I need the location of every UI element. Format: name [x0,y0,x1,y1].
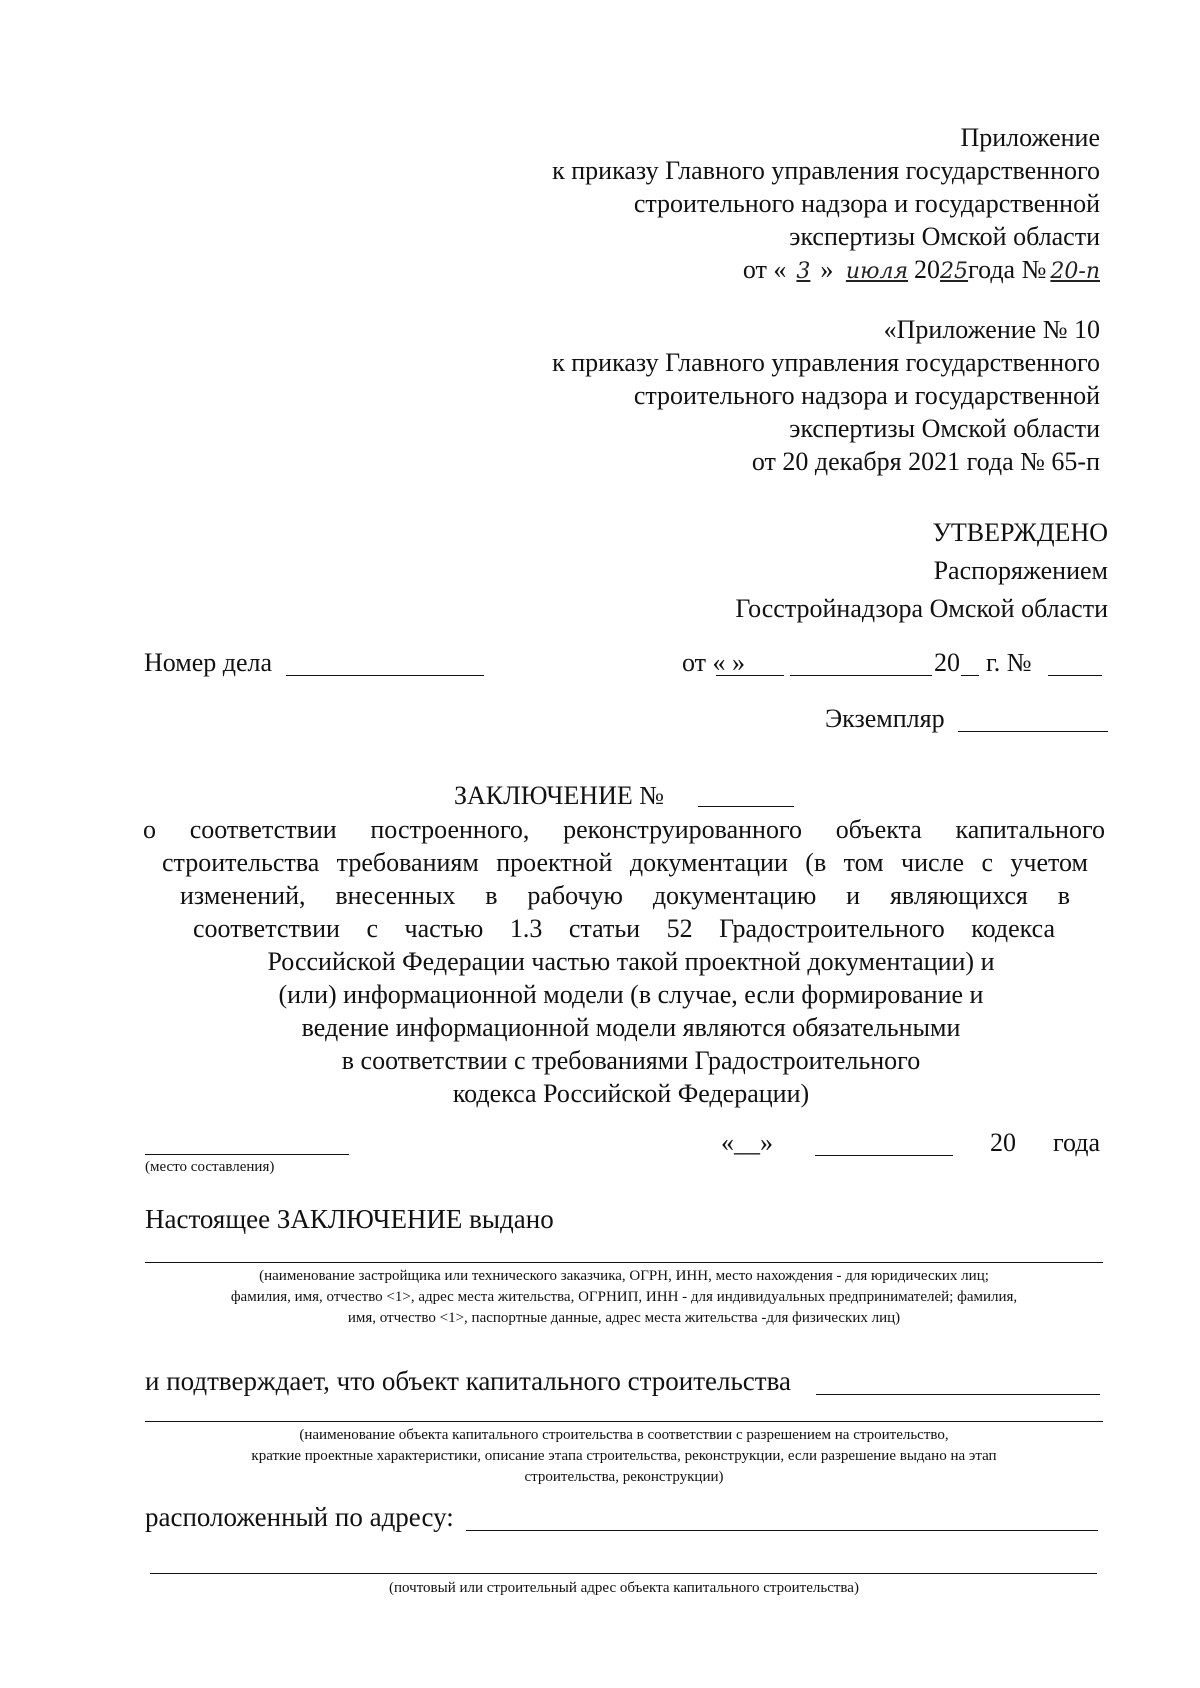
conclusion-subject-5 [226,945,1036,978]
subject-line-6: (или) информационной модели (в случае, если формирование и [278,980,984,1009]
subject-line-5: Российской Федерации частью такой проектной документации) и [267,947,995,976]
subject-line-2: строительства требованиям проектной документации (в том числе с учетом [162,848,1088,877]
conclusion-subject-7 [226,1011,1036,1044]
subject-line-7: ведение информационной модели являются обязательными [301,1013,961,1042]
confirms-blank-2 [145,1421,1103,1422]
approved-line-3: Госстройнадзора Омской области [735,594,1108,623]
original-appendix-line-2: к приказу Главного управления государственного [552,348,1100,377]
appendix-header [552,121,1100,288]
place-date-quote: «__» [721,1128,773,1157]
copy-label: Экземпляр [825,704,945,733]
address-label: расположенный по адресу: [145,1502,454,1532]
subject-line-9: кодекса Российской Федерации) [452,1079,810,1108]
handwritten-year: 25 [940,259,969,284]
issued-caption-3: имя, отчество <1>, паспортные данные, адрес места жительства -для физических лиц) [347,1310,901,1326]
handwritten-number: 20-п [1050,259,1100,284]
appendix-date-line [552,253,1100,288]
year-prefix: 20 [914,255,941,284]
confirms-label: и подтверждает, что объект капитального строительства [145,1366,791,1396]
approved-block [735,514,1108,628]
case-date-label: от « » [682,648,746,677]
appendix-line-4: экспертизы Омской области [789,222,1100,251]
place-blank [145,1154,349,1155]
case-day-blank [716,675,784,676]
issued-label: Настоящее ЗАКЛЮЧЕНИЕ выдано [145,1204,554,1234]
issued-caption [135,1266,1113,1329]
case-year: 20 [934,648,960,677]
year-suffix: года № [968,255,1047,284]
case-number-blank [286,675,484,676]
conclusion-subject-8 [226,1044,1036,1077]
handwritten-day: 3 [796,259,811,284]
subject-line-8: в соответствии с требованиями Градостроительного [341,1046,921,1075]
place-caption: (место составления) [145,1159,275,1175]
conclusion-heading: ЗАКЛЮЧЕНИЕ № [454,781,665,810]
original-appendix-line-3: строительного надзора и государственной [633,381,1100,410]
date-prefix: от « [742,255,787,284]
original-appendix-header [552,313,1100,478]
confirms-caption-3: строительства, реконструкции) [524,1469,724,1485]
approved-line-2: Распоряжением [933,556,1108,585]
case-month-blank [790,675,932,676]
conclusion-subject-3 [180,879,1070,912]
subject-line-1: о соответствии построенного, реконструированного объекта капитального [143,815,1105,844]
conclusion-subject-2 [162,846,1088,879]
approved-title: УТВЕРЖДЕНО [932,518,1108,547]
handwritten-month: июля [845,259,909,284]
place-month-blank [815,1155,953,1156]
date-quote-close: » [820,255,834,284]
confirms-blank-1 [816,1394,1100,1395]
appendix-title: Приложение [960,123,1100,152]
place-year: 20 [990,1128,1016,1157]
address-blank-1 [466,1530,1098,1531]
issued-caption-1: (наименование застройщика или технического заказчика, ОГРН, ИНН, место нахождения - для юридических лиц; [259,1268,989,1284]
subject-line-4: соответствии с частью 1.3 статьи 52 Градостроительного кодекса [193,914,1055,943]
confirms-caption-1: (наименование объекта капитального строительства в соответствии с разрешением на строительство, [299,1427,949,1443]
conclusion-subject-6 [226,978,1036,1011]
confirms-caption [135,1425,1113,1488]
subject-line-3: изменений, внесенных в рабочую документацию и являющихся в [180,881,1070,910]
case-no-blank [1048,675,1102,676]
case-year-blank [961,675,979,676]
confirms-caption-2: краткие проектные характеристики, описание этапа строительства, реконструкции, если разрешение выдано на этап [251,1448,997,1464]
conclusion-subject-4 [193,912,1055,945]
appendix-line-3: строительного надзора и государственной [633,189,1100,218]
original-appendix-title: «Приложение № 10 [883,315,1100,344]
case-number-label: Номер дела [144,648,273,677]
conclusion-subject-9 [226,1077,1036,1110]
issued-to-blank [145,1262,1103,1263]
conclusion-number-blank [698,806,794,807]
issued-caption-2: фамилия, имя, отчество <1>, адрес места жительства, ОГРНИП, ИНН - для индивидуальных предпринимателей; фамилия, [230,1289,1018,1305]
original-appendix-line-4: экспертизы Омской области [789,414,1100,443]
address-caption: (почтовый или строительный адрес объекта капитального строительства) [389,1580,859,1596]
appendix-line-2: к приказу Главного управления государственного [552,156,1100,185]
place-year-word: года [1053,1128,1101,1157]
conclusion-subject [143,813,1105,846]
address-blank-2 [150,1573,1097,1574]
copy-blank [958,731,1108,732]
case-no-label: г. № [986,648,1032,677]
original-appendix-date: от 20 декабря 2021 года № 65-п [751,447,1100,476]
